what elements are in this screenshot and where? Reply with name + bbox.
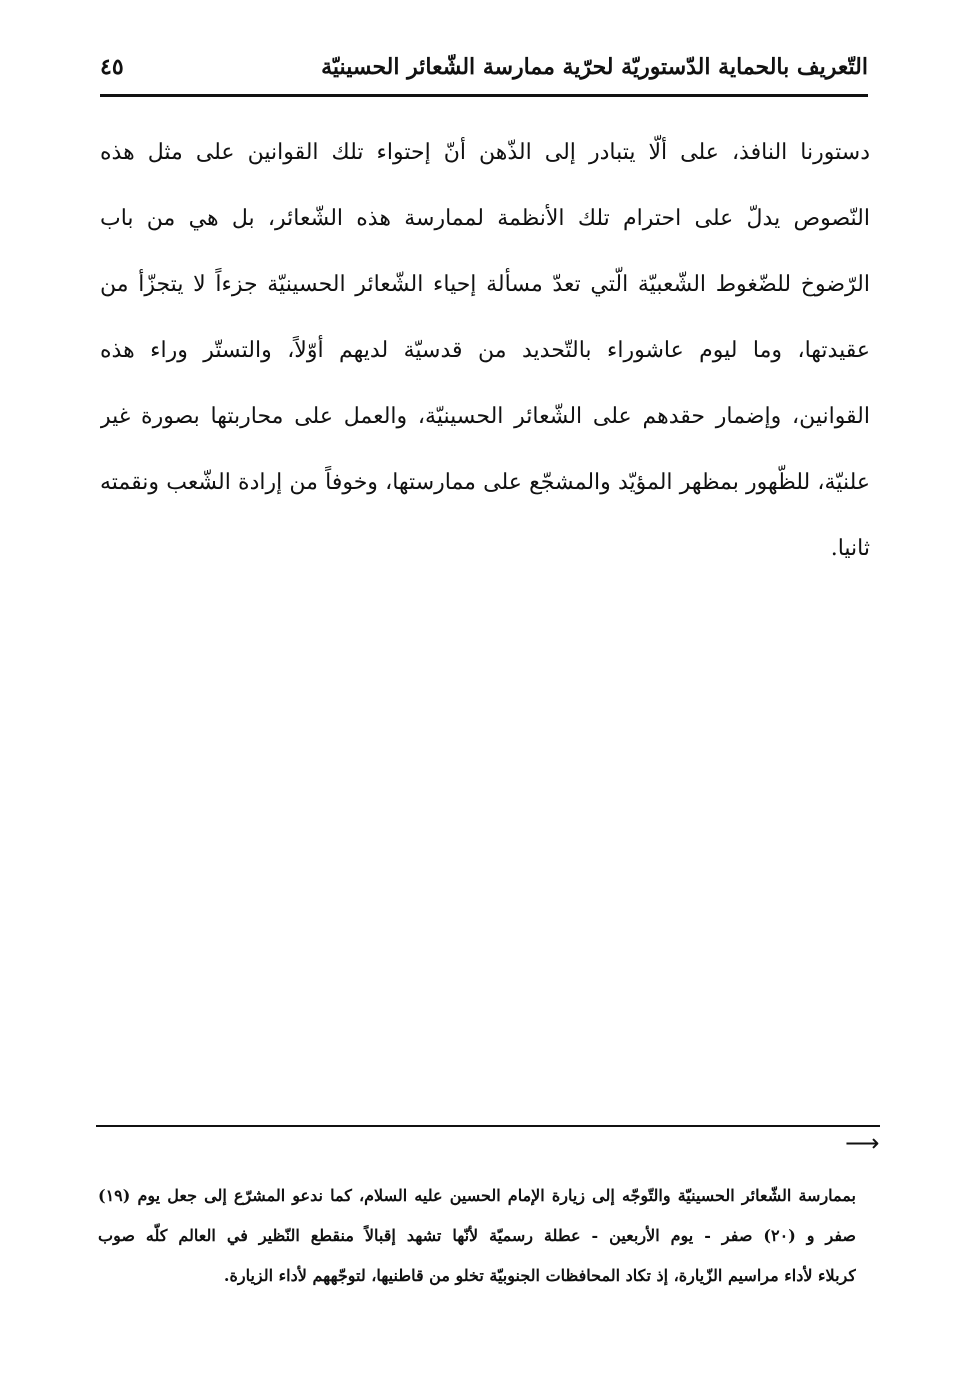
continuation-arrow-icon: ⟶ (845, 1129, 880, 1157)
body-line: الرّضوخ للضّغوط الشّعبيّة الّتي تعدّ مسألة إحياء الشّعائر الحسينيّة جزءاً لا يتجزّأ من (100, 272, 870, 297)
body-line: عقيدتها، وما ليوم عاشوراء بالتّحديد من قدسيّة لديهم أوّلاً، والتستّر وراء هذه (100, 338, 870, 363)
footnote-line: بممارسة الشّعائر الحسينيّة والتّوجّه إلى زيارة الإمام الحسين عليه السلام، كما ندعو المشرّع إلى جعل يوم (١٩) (98, 1186, 856, 1205)
body-paragraph (100, 120, 870, 582)
footnote-line: صفر و (٢٠) صفر - يوم الأربعين - عطلة رسميّة لأنّها تشهد إقبالاً منقطع النّظير في العالم كلّه صوب (98, 1226, 856, 1245)
body-line: القوانين، وإضمار حقدهم على الشّعائر الحسينيّة، والعمل على محاربتها بصورة غير (100, 404, 870, 429)
running-title: التّعريف بالحماية الدّستوريّة لحرّية ممارسة الشّعائر الحسينيّة (321, 54, 868, 80)
page-number: ٤٥ (100, 54, 124, 80)
page-header (100, 48, 868, 94)
body-line: ثانيا. (830, 536, 870, 561)
footnote-rule (96, 1125, 880, 1127)
header-rule (100, 94, 868, 97)
body-line: علنيّة، للظّهور بمظهر المؤيّد والمشجّع على ممارستها، وخوفاً من إرادة الشّعب ونقمته (100, 470, 870, 495)
footnote (98, 1176, 856, 1296)
body-line: دستورنا النافذ، على ألّا يتبادر إلى الذّهن أنّ إحتواء تلك القوانين على مثل هذه (100, 140, 870, 165)
body-line: النّصوص يدلّ على احترام تلك الأنظمة لممارسة هذه الشّعائر، بل هي من باب (100, 206, 870, 231)
footnote-line: كربلاء لأداء مراسيم الزّيارة، إذ تكاد المحافظات الجنوبيّة تخلو من قاطنيها، لتوجّههم لأداء الزيارة. (223, 1266, 856, 1285)
